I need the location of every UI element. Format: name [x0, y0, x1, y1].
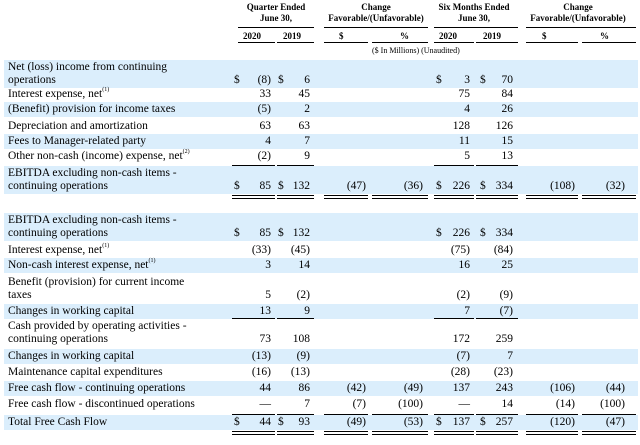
dollar-sign: $ [278, 227, 284, 239]
row-label-line: Free cash flow - discontinued operations [8, 398, 195, 410]
cell-q2019: 14 [298, 259, 310, 271]
subheader-rule [277, 42, 314, 43]
subtotal-rule [232, 318, 275, 319]
row-label [8, 150, 190, 163]
cell-q2020: 33 [259, 88, 271, 100]
total-double-rule [324, 431, 368, 435]
cell-q2019: (45) [290, 244, 310, 256]
cell-q2020: 44 [259, 382, 271, 394]
row-label-line: Interest expense, net [8, 244, 103, 256]
footnote-marker: (1) [148, 258, 156, 264]
row-label [8, 366, 163, 379]
dollar-sign: $ [480, 74, 486, 86]
cell-q2020: (16) [251, 366, 271, 378]
subtotal-rule [277, 165, 314, 166]
cell-s2020: (2) [456, 289, 470, 301]
cell-q2020: (5) [257, 103, 271, 115]
header-change: Change [361, 2, 391, 12]
cell-s2020: 128 [452, 120, 470, 132]
row-label-line: Fees to Manager-related party [8, 135, 147, 147]
subtotal-rule [277, 318, 314, 319]
dollar-sign: $ [436, 227, 442, 239]
subtotal-rule [526, 414, 578, 415]
cell-s2019: (9) [499, 289, 513, 301]
cell-q2020: 73 [259, 333, 271, 345]
subtotal-rule [476, 414, 518, 415]
cell-s2019: 126 [495, 120, 513, 132]
subtotal-rule [324, 414, 368, 415]
cell-chg-p: (53) [403, 416, 423, 428]
row-label-line: Benefit (provision) for current income [8, 276, 185, 288]
cell-s2020: — [458, 398, 470, 410]
dollar-sign: $ [234, 74, 240, 86]
cell-q2019: (2) [296, 289, 310, 301]
row-label-line: Net (loss) income from continuing [8, 61, 168, 73]
cell-s2020: 137 [452, 382, 470, 394]
change-percent-header-2: % [600, 31, 609, 41]
cell-q2020: — [259, 398, 271, 410]
subtotal-rule [434, 414, 474, 415]
subheader-rule [434, 42, 474, 43]
row-label [8, 103, 175, 116]
cell-s2020: 11 [458, 135, 470, 147]
cell-q2019: 132 [292, 180, 310, 192]
header-rule [238, 27, 314, 28]
header-rule [434, 27, 518, 28]
cell-s2019: (23) [493, 366, 513, 378]
cell-q2019: 9 [304, 150, 310, 162]
cell-s2020: 226 [452, 180, 470, 192]
total-double-rule [526, 431, 578, 435]
dollar-sign: $ [480, 416, 486, 428]
cell-s2019: 243 [495, 382, 513, 394]
cell-s2020: 4 [464, 103, 470, 115]
header-six-months-ended: Six Months Ended [438, 2, 510, 12]
row-label-line: Cash provided by operating activities - [8, 320, 187, 332]
header-favorable-unfavorable-2: Favorable/(Unfavorable) [530, 13, 626, 23]
header-change-2: Change [563, 2, 593, 12]
cell-s2019: 70 [501, 74, 513, 86]
cell-q2019: 63 [298, 120, 310, 132]
total-double-rule [582, 431, 636, 435]
row-label-line: EBITDA excluding non-cash items - [8, 214, 177, 226]
cell-q2019: 132 [292, 227, 310, 239]
cell-q2020: 85 [259, 227, 271, 239]
row-label [8, 382, 185, 395]
cell-s2019: 257 [495, 416, 513, 428]
cell-s2019: 84 [501, 88, 513, 100]
cell-s2019: 26 [501, 103, 513, 115]
subheader-rule [372, 42, 428, 43]
footnote-marker: (1) [102, 87, 110, 93]
row-label-line: operations [8, 74, 56, 86]
cell-s2019: (7) [499, 305, 513, 317]
cell-q2020: (33) [251, 244, 271, 256]
cell-s2019: 14 [501, 398, 513, 410]
dollar-sign: $ [480, 227, 486, 239]
cell-q2019: 7 [304, 135, 310, 147]
cell-s2020: 226 [452, 227, 470, 239]
change-percent-header: % [400, 31, 409, 41]
cell-s2020: 16 [458, 259, 470, 271]
cell-schg-d: (108) [550, 180, 575, 192]
row-label [8, 244, 109, 257]
row-label [8, 320, 187, 346]
row-label [8, 350, 134, 363]
cell-chg-p: (49) [403, 382, 423, 394]
change-dollar-header-2: $ [542, 31, 547, 41]
cell-s2020: (7) [456, 350, 470, 362]
row-label [8, 276, 184, 302]
row-label-line: Depreciation and amortization [8, 120, 148, 132]
row-label [8, 416, 107, 429]
cell-schg-p: (44) [605, 382, 625, 394]
subtotal-rule [582, 414, 636, 415]
cell-schg-p: (100) [600, 398, 625, 410]
cell-q2019: 6 [304, 74, 310, 86]
cell-s2020: 3 [464, 74, 470, 86]
cell-q2020: 63 [259, 120, 271, 132]
header-rule [526, 27, 636, 28]
cell-s2019: 334 [495, 227, 513, 239]
total-double-rule [582, 195, 636, 199]
cell-q2020: 3 [265, 259, 271, 271]
year-2020-quarter: 2020 [243, 31, 261, 41]
dollar-sign: $ [278, 74, 284, 86]
cell-chg-d: (47) [346, 180, 366, 192]
dollar-sign: $ [278, 180, 284, 192]
cell-q2020: 4 [265, 135, 271, 147]
subheader-rule [238, 42, 275, 43]
cell-q2020: (8) [257, 74, 271, 86]
cell-q2020: (2) [257, 150, 271, 162]
cell-s2019: 7 [507, 350, 513, 362]
row-label [8, 305, 134, 318]
cell-s2020: (75) [450, 244, 470, 256]
subtotal-rule [232, 414, 275, 415]
cell-s2019: 25 [501, 259, 513, 271]
cell-q2019: 93 [298, 416, 310, 428]
cell-q2019: 2 [304, 103, 310, 115]
cell-q2019: 108 [292, 333, 310, 345]
cell-chg-d: (7) [352, 398, 366, 410]
cell-s2019: 334 [495, 180, 513, 192]
dollar-sign: $ [234, 416, 240, 428]
row-label [8, 167, 177, 193]
row-label-line: (Benefit) provision for income taxes [8, 103, 176, 115]
subheader-rule [476, 42, 518, 43]
row-label-line: Interest expense, net [8, 88, 103, 100]
year-2019-quarter: 2019 [283, 31, 301, 41]
cell-s2020: 75 [458, 88, 470, 100]
cell-s2019: 259 [495, 333, 513, 345]
subheader-rule [526, 42, 578, 43]
cell-s2020: 137 [452, 416, 470, 428]
year-2019-six-months: 2019 [483, 31, 501, 41]
subheader-rule [324, 42, 368, 43]
header-favorable-unfavorable: Favorable/(Unfavorable) [328, 13, 424, 23]
cell-s2020: 5 [464, 150, 470, 162]
total-double-rule [476, 195, 518, 199]
row-label-line: EBITDA excluding non-cash items - [8, 167, 177, 179]
subtotal-rule [277, 414, 314, 415]
subtotal-rule [476, 318, 518, 319]
cell-q2020: 44 [259, 416, 271, 428]
cell-q2020: 85 [259, 180, 271, 192]
units-note: ($ In Millions) (Unaudited) [372, 46, 460, 55]
subtotal-rule [476, 165, 518, 166]
subtotal-rule [232, 165, 275, 166]
row-label-line: taxes [8, 289, 32, 301]
dollar-sign: $ [234, 227, 240, 239]
cell-q2019: 7 [304, 398, 310, 410]
row-label-line: Non-cash interest expense, net [8, 259, 149, 271]
row-label-line: Other non-cash (income) expense, net [8, 150, 183, 162]
footnote-marker: (2) [182, 149, 190, 155]
dollar-sign: $ [436, 74, 442, 86]
cell-q2020: 5 [265, 289, 271, 301]
cell-s2019: 13 [501, 150, 513, 162]
cell-s2020: (28) [450, 366, 470, 378]
total-double-rule [277, 431, 314, 435]
cell-schg-p: (32) [605, 180, 625, 192]
total-double-rule [434, 195, 474, 199]
total-double-rule [372, 195, 428, 199]
cell-q2019: (9) [296, 350, 310, 362]
cell-schg-d: (106) [550, 382, 575, 394]
cell-chg-p: (100) [398, 398, 423, 410]
subheader-rule [582, 42, 636, 43]
header-quarter-date: June 30, [259, 13, 292, 23]
cell-schg-p: (47) [605, 416, 625, 428]
cell-schg-d: (14) [555, 398, 575, 410]
total-double-rule [232, 195, 275, 199]
dollar-sign: $ [278, 416, 284, 428]
cell-s2019: (84) [493, 244, 513, 256]
row-label-line: Maintenance capital expenditures [8, 366, 163, 378]
row-label [8, 214, 177, 240]
row-label-line: Total Free Cash Flow [8, 416, 108, 428]
cell-s2020: 7 [464, 305, 470, 317]
row-label [8, 259, 156, 272]
header-quarter-ended: Quarter Ended [246, 2, 306, 12]
row-label-line: continuing operations [8, 180, 108, 192]
row-label [8, 135, 146, 148]
row-label-line: continuing operations [8, 333, 108, 345]
row-label [8, 61, 167, 87]
subtotal-rule [434, 318, 474, 319]
total-double-rule [434, 431, 474, 435]
header-rule [324, 27, 428, 28]
row-label-line: continuing operations [8, 227, 108, 239]
cell-q2020: 13 [259, 305, 271, 317]
cell-chg-d: (42) [346, 382, 366, 394]
cell-q2020: (13) [251, 350, 271, 362]
cell-q2019: 45 [298, 88, 310, 100]
row-label-line: Changes in working capital [8, 350, 135, 362]
total-double-rule [526, 195, 578, 199]
cell-q2019: (13) [290, 366, 310, 378]
row-label-line: Free cash flow - continuing operations [8, 382, 186, 394]
cell-schg-d: (120) [550, 416, 575, 428]
row-label-line: Changes in working capital [8, 305, 135, 317]
cell-q2019: 86 [298, 382, 310, 394]
cell-q2019: 9 [304, 305, 310, 317]
cell-s2020: 172 [452, 333, 470, 345]
row-label [8, 398, 195, 411]
total-double-rule [476, 431, 518, 435]
total-double-rule [324, 195, 368, 199]
footnote-marker: (1) [102, 243, 110, 249]
year-2020-six-months: 2020 [439, 31, 457, 41]
dollar-sign: $ [436, 180, 442, 192]
change-dollar-header: $ [339, 31, 344, 41]
total-double-rule [232, 431, 275, 435]
subtotal-rule [434, 165, 474, 166]
dollar-sign: $ [436, 416, 442, 428]
header-six-months-date: June 30, [457, 13, 490, 23]
cell-chg-p: (36) [403, 180, 423, 192]
cell-s2019: 15 [501, 135, 513, 147]
dollar-sign: $ [234, 180, 240, 192]
cell-chg-d: (49) [346, 416, 366, 428]
dollar-sign: $ [480, 180, 486, 192]
total-double-rule [277, 195, 314, 199]
row-label [8, 88, 109, 101]
subtotal-rule [372, 414, 428, 415]
total-double-rule [372, 431, 428, 435]
row-label [8, 120, 148, 133]
